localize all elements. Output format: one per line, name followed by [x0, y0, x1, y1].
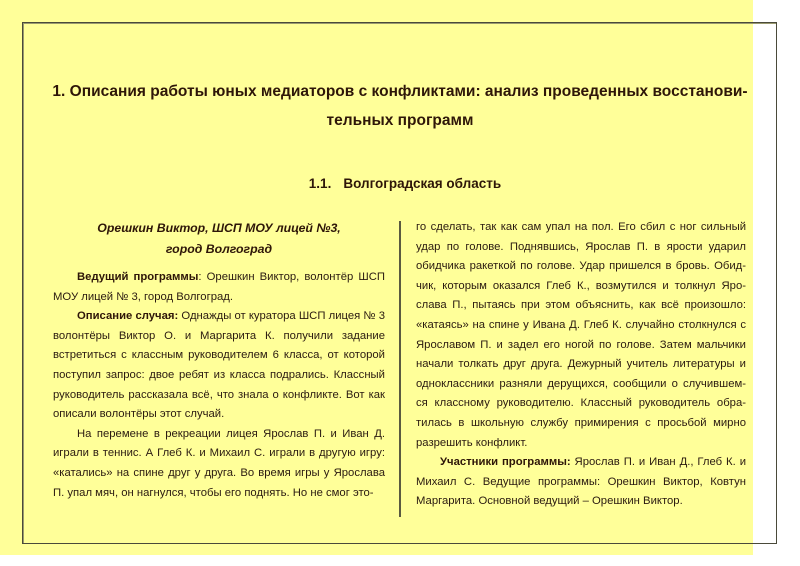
author-line-1: Орешкин Виктор, ШСП МОУ лицей №3,: [97, 221, 341, 235]
case-text: Однажды от куратора ШСП лицея № 3 волонтёры Виктор О. и Маргарита К. получили задание встретиться с классным руководителем 6 класса, от которой поступил запрос: двое ребят из класса подрались. Классный руководитель рассказала всё, что знала о конфликте. Вот как описали волонтёры этот случай.: [53, 310, 385, 421]
case-label: Описание случая:: [77, 310, 179, 323]
chapter-title: [40, 77, 760, 135]
leader-label: Ведущий программы: [77, 271, 199, 283]
section-heading: [0, 176, 800, 191]
right-column: [416, 218, 746, 512]
story-paragraph-part-1: На перемене в рекреации лицея Ярослав П. и Иван Д. играли в теннис. А Глеб К. и Михаил С. играли в другую игру: «катались» на спине друг у друга. Во время игры у Ярослава П. упал мяч, он нагнулся, чтобы его поднять. Но не смог это-: [53, 427, 385, 499]
leader-text: : Орешкин Виктор, волонтёр ШСП МОУ лицей № 3, город Волгоград.: [53, 271, 385, 303]
case-paragraph: [53, 307, 385, 425]
leader-paragraph: [53, 268, 385, 307]
chapter-title-line-1: 1. Описания работы юных медиаторов с конфликтами: анализ проведенных восстанови-: [52, 83, 748, 100]
chapter-title-line-2: тельных программ: [326, 112, 474, 129]
left-column: [53, 218, 385, 503]
author-line-2: город Волгоград: [165, 242, 273, 256]
participants-text: Ярослав П. и Иван Д., Глеб К. и Михаил С. Ведущие программы: Орешкин Виктор, Ковтун Маргарита. Основной ведущий – Орешкин Виктор.: [416, 456, 747, 508]
section-title: Волгоградская область: [343, 176, 502, 191]
participants-label: Участники программы:: [440, 456, 571, 469]
section-number: 1.1.: [308, 176, 332, 191]
participants-paragraph: [416, 453, 746, 512]
author-heading: [53, 218, 385, 260]
column-divider: [399, 221, 401, 517]
story-paragraph-part-2: го сделать, так как сам упал на пол. Его сбил с ног сильный удар по голове. Поднявшись, Ярослав П. в ярости ударил обидчика ракеткой по голове. Удар пришелся в бровь. Обид-чик, которым оказался Глеб К., возмутился и толкнул Яро-слава П., пытаясь при этом объяснить, как всё произошло: «катаясь» на спине у Ивана Д. Глеб К. случайно столкнулся с Ярославом П. и задел его ногой по голове. Затем мальчики начали толкать друг друга. Дежурный учитель литературы и одноклассники разняли дерущихся, сообщили о случившем-ся классному руководителю. Классный руководитель обра-тилась в школьную службу примирения с просьбой мирно разрешить конфликт.: [416, 221, 746, 449]
